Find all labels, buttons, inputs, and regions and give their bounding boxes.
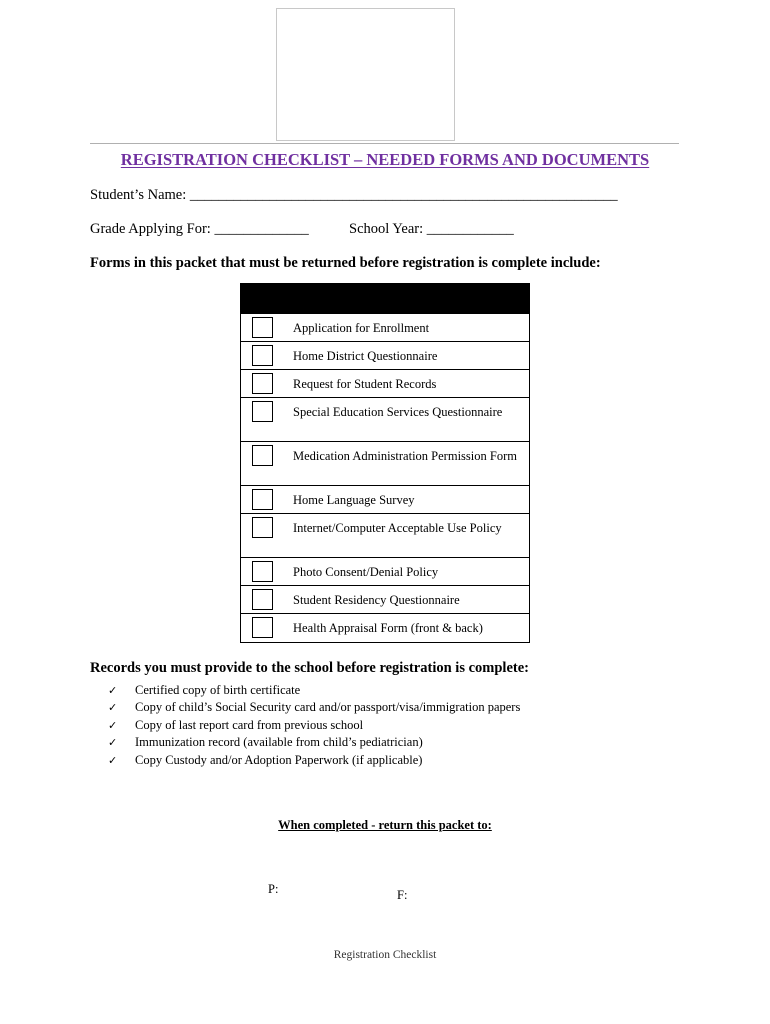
form-row [241,370,529,398]
form-label: Medication Administration Permission Form [293,449,517,463]
page-title: REGISTRATION CHECKLIST – NEEDED FORMS AND DOCUMENTS [120,150,650,169]
page-footer: Registration Checklist [333,949,437,961]
empty-checkbox-icon[interactable] [252,617,273,638]
form-row [241,398,529,442]
empty-checkbox-icon[interactable] [252,317,273,338]
form-row [241,342,529,370]
phone-label: P: [268,882,279,896]
form-label: Photo Consent/Denial Policy [293,565,439,579]
checkmark-icon: ✓ [108,684,118,697]
empty-checkbox-icon[interactable] [252,373,273,394]
checkmark-icon: ✓ [108,718,118,732]
checkmark-icon: ✓ [108,753,118,767]
form-row [241,314,529,342]
form-row [241,442,529,486]
table-header-bar [241,284,529,314]
school-year-field[interactable]: School Year: ____________ [349,221,514,237]
record-label: Copy Custody and/or Adoption Paperwork (if applicable) [135,752,423,767]
form-label: Request for Student Records [293,377,437,391]
forms-checklist-table [240,283,530,643]
list-item [108,699,520,716]
checkmark-icon: ✓ [108,736,118,750]
form-row [241,514,529,558]
header-rule [90,143,679,144]
empty-checkbox-icon[interactable] [252,517,273,538]
list-item [108,752,520,769]
record-label: Copy of child’s Social Security card and/or passport/visa/immigration papers [135,700,521,715]
records-heading: Records you must provide to the school before registration is complete: [90,660,529,676]
empty-checkbox-icon[interactable] [252,345,273,366]
student-name-field[interactable]: Student’s Name: ___________________________________________________________ [90,187,618,203]
forms-heading: Forms in this packet that must be returned before registration is complete include: [90,255,601,271]
form-label: Home Language Survey [293,493,415,507]
form-label: Internet/Computer Acceptable Use Policy [293,521,502,535]
empty-checkbox-icon[interactable] [252,589,273,610]
grade-applying-field[interactable]: Grade Applying For: _____________ [90,221,309,237]
empty-checkbox-icon[interactable] [252,489,273,510]
list-item [108,734,520,751]
list-item [108,682,520,699]
form-row [241,558,529,586]
empty-checkbox-icon[interactable] [252,401,273,422]
record-label: Copy of last report card from previous school [135,717,364,732]
records-list [108,682,520,769]
record-label: Immunization record (available from child’s pediatrician) [135,735,423,750]
checkmark-icon: ✓ [108,701,118,715]
logo-placeholder [276,8,455,141]
fax-label: F: [397,888,408,902]
form-label: Health Appraisal Form (front & back) [293,621,483,635]
form-row [241,586,529,614]
form-label: Special Education Services Questionnaire [293,405,503,419]
form-label: Student Residency Questionnaire [293,593,460,607]
form-row [241,486,529,514]
form-label: Application for Enrollment [293,321,430,335]
empty-checkbox-icon[interactable] [252,561,273,582]
empty-checkbox-icon[interactable] [252,445,273,466]
record-label: Certified copy of birth certificate [135,683,301,697]
return-packet-label: When completed - return this packet to: [278,818,492,832]
list-item [108,717,520,734]
form-label: Home District Questionnaire [293,349,438,363]
form-row [241,614,529,642]
